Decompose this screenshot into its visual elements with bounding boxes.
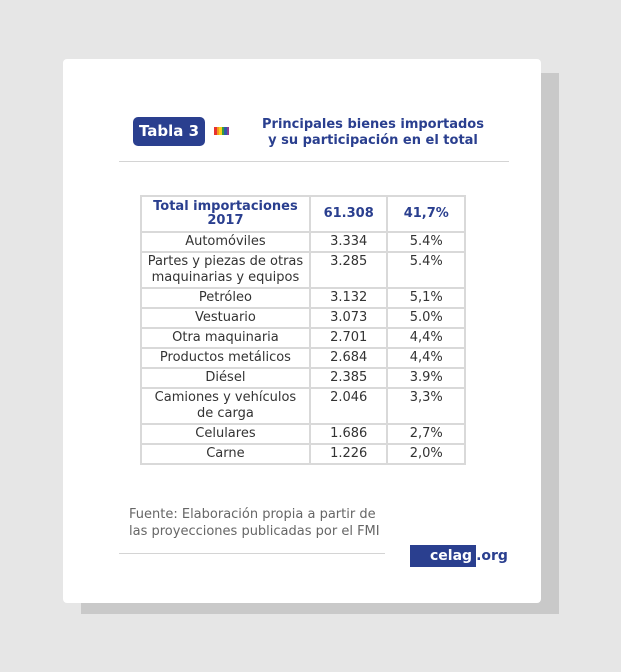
header-share: 41,7%: [387, 196, 465, 232]
row-label: Diésel: [141, 368, 310, 388]
table-title: [253, 117, 493, 149]
table-row: [141, 444, 465, 464]
row-value: 2.385: [310, 368, 388, 388]
logo-tld: .org: [476, 548, 508, 564]
table-row: [141, 288, 465, 308]
table-header-row: [141, 196, 465, 232]
row-label: Vestuario: [141, 308, 310, 328]
row-label: Camiones y vehículos de carga: [141, 388, 310, 424]
table-card: [63, 59, 541, 603]
table-title-line-2: y su participación en el total: [268, 133, 478, 148]
row-value: 2.701: [310, 328, 388, 348]
row-share: 4,4%: [387, 348, 465, 368]
row-value: 2.046: [310, 388, 388, 424]
row-value: 3.132: [310, 288, 388, 308]
color-stripe-icon: [214, 127, 229, 135]
header-divider: [119, 161, 509, 162]
row-label: Partes y piezas de otras maquinarias y equipos: [141, 252, 310, 288]
row-value: 2.684: [310, 348, 388, 368]
row-value: 1.686: [310, 424, 388, 444]
table-row: [141, 328, 465, 348]
row-label: Carne: [141, 444, 310, 464]
table-row: [141, 308, 465, 328]
table-title-line-1: Principales bienes importados: [262, 117, 484, 132]
row-value: 1.226: [310, 444, 388, 464]
footer-divider: [119, 553, 385, 554]
header-label: Total importaciones 2017: [141, 196, 310, 232]
table-row: [141, 368, 465, 388]
table-row: [141, 232, 465, 252]
row-value: 3.334: [310, 232, 388, 252]
row-label: Otra maquinaria: [141, 328, 310, 348]
table-row: [141, 388, 465, 424]
source-note: [129, 506, 399, 540]
table-row: [141, 424, 465, 444]
row-label: Petróleo: [141, 288, 310, 308]
table-row: [141, 348, 465, 368]
logo-name: celag: [410, 545, 476, 567]
row-share: 2,0%: [387, 444, 465, 464]
row-share: 4,4%: [387, 328, 465, 348]
row-share: 3.9%: [387, 368, 465, 388]
row-share: 2,7%: [387, 424, 465, 444]
row-share: 3,3%: [387, 388, 465, 424]
source-line-2: las proyecciones publicadas por el FMI: [129, 524, 380, 539]
celag-logo: [410, 545, 508, 567]
table-row: [141, 252, 465, 288]
row-label: Celulares: [141, 424, 310, 444]
row-label: Productos metálicos: [141, 348, 310, 368]
row-share: 5,1%: [387, 288, 465, 308]
header-value: 61.308: [310, 196, 388, 232]
stripe-segment: [227, 127, 230, 135]
row-value: 3.285: [310, 252, 388, 288]
row-share: 5.0%: [387, 308, 465, 328]
source-line-1: Fuente: Elaboración propia a partir de: [129, 507, 376, 522]
row-label: Automóviles: [141, 232, 310, 252]
row-value: 3.073: [310, 308, 388, 328]
table-number-badge: Tabla 3: [133, 117, 205, 146]
imports-table: [140, 195, 466, 465]
row-share: 5.4%: [387, 252, 465, 288]
row-share: 5.4%: [387, 232, 465, 252]
